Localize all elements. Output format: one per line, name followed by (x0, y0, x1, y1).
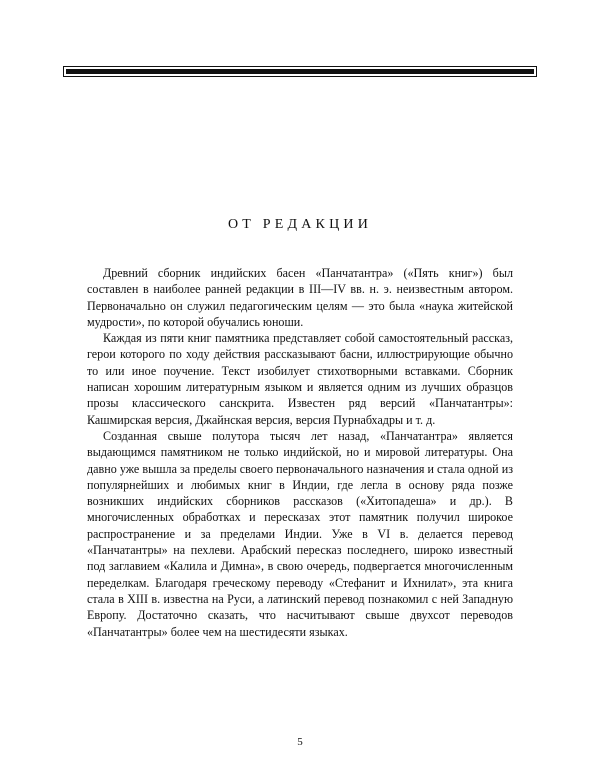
decorative-header-rule (63, 66, 537, 77)
paragraph-2: Каждая из пяти книг памятника представляет собой самостоятельный рассказ, герои которого по ходу действия рассказывают басни, иллюстрирующие обычно то или иное поучение. Текст изобилует стихотворными вставками. Сборник написан хорошим литературным языком и является одним из лучших образцов прозы классического санскрита. Известен ряд версий «Панчатантры»: Кашмирская версия, Джайнская версия, версия Пурнабхадры и т. д. (87, 331, 513, 427)
decorative-header-rule-bar (66, 69, 534, 74)
body-text (87, 265, 513, 640)
paragraph-3: Созданная свыше полутора тысяч лет назад, «Панчатантра» является выдающимся памятником не только индийской, но и мировой литературы. Она давно уже вышла за пределы своего первоначального назначения и стала одной из популярнейших и любимых книг в Индии, где легла в основу ряда позже возникших индийских сборников рассказов («Хитопадеша» и др.). В многочисленных обработках и пересказах этот памятник получил широкое распространение и за пределами Индии. Уже в VI в. делается перевод «Панчатантры» на пехлеви. Арабский пересказ последнего, широко известный под заглавием «Калила и Димна», в свою очередь, подвергается многочисленным переделкам. Благодаря греческому переводу «Стефанит и Ихнилат», эта книга стала в XIII в. известна на Руси, а латинский перевод познакомил с ней Западную Европу. Достаточно сказать, что насчитывают свыше двухсот переводов «Панчатантры» более чем на шестидесяти языках. (87, 428, 513, 639)
paragraph-1: Древний сборник индийских басен «Панчатантра» («Пять книг») был составлен в наиболее ранней редакции в III—IV вв. н. э. неизвестным автором. Первоначально он служил педагогическим целям — это была «наука житейской мудрости», по которой обучались юноши. (87, 266, 513, 329)
page-number: 5 (297, 736, 303, 748)
page-title: ОТ РЕДАКЦИИ (227, 217, 373, 232)
